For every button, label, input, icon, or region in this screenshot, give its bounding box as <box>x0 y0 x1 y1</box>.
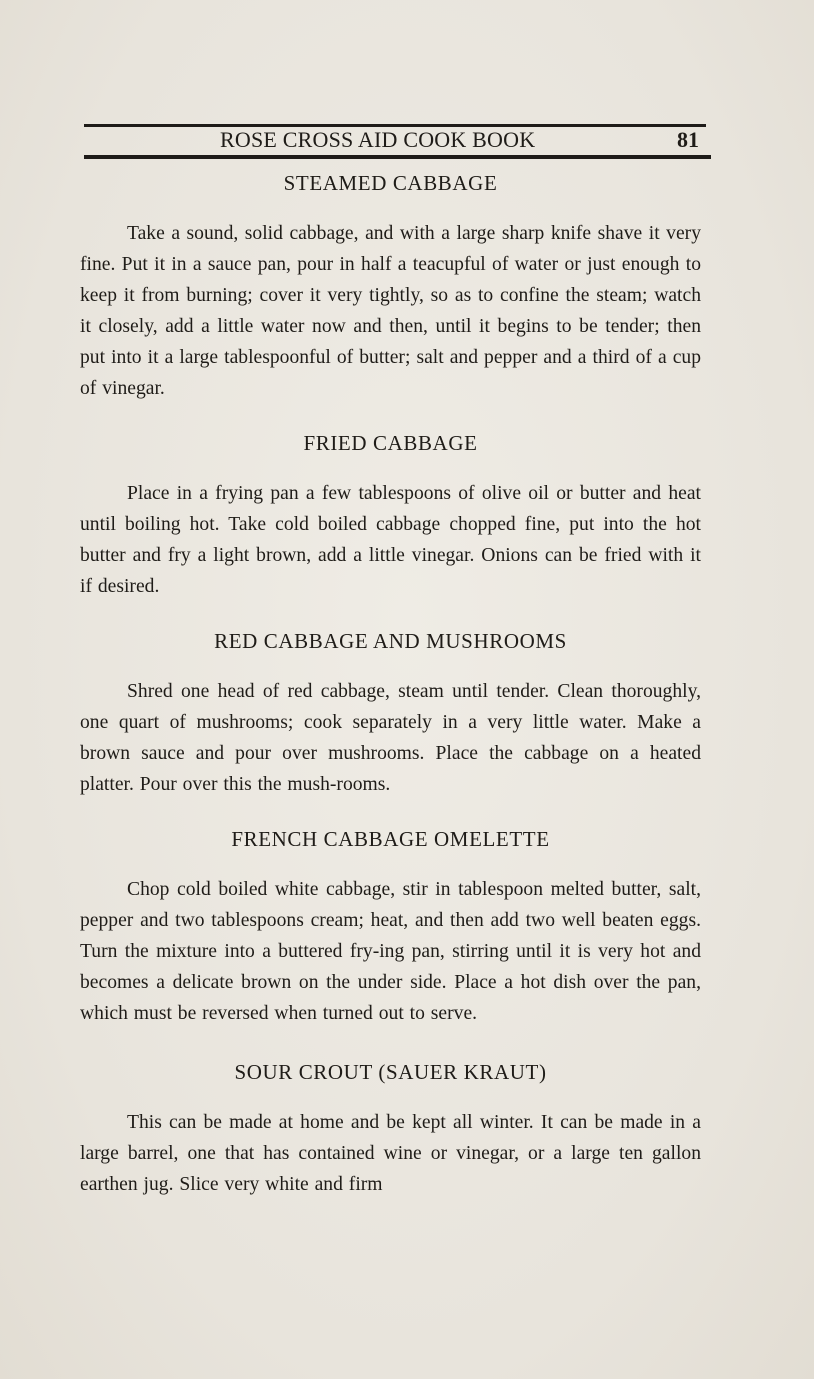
recipe-title: FRENCH CABBAGE OMELETTE <box>231 827 550 851</box>
recipe-body: Chop cold boiled white cabbage, stir in tablespoon melted butter, salt, pepper and two tablespoons cream; heat, and then add two well beaten eggs. Turn the mixture into a buttered fry-ing pan, stirring until it is very hot and becomes a delicate brown on the under side. Place a hot dish over the pan, which must be reversed when turned out to serve. <box>80 879 701 1024</box>
page-number: 81 <box>677 127 699 152</box>
recipe-title: RED CABBAGE AND MUSHROOMS <box>214 629 567 653</box>
running-header <box>84 122 711 162</box>
recipe-title: SOUR CROUT (SAUER KRAUT) <box>234 1060 547 1084</box>
recipe-fried-cabbage <box>80 428 701 602</box>
recipe-sour-crout <box>80 1057 701 1200</box>
recipe-body: Shred one head of red cabbage, steam until tender. Clean thoroughly, one quart of mushrooms; cook separately in a very little water. Make a brown sauce and pour over mushrooms. Place the cabbage on a heated platter. Pour over this the mush-rooms. <box>80 681 701 795</box>
recipe-body: Place in a frying pan a few tablespoons of olive oil or butter and heat until boiling hot. Take cold boiled cabbage chopped fine, put into the hot butter and fry a light brown, add a little vinegar. Onions can be fried with it if desired. <box>80 483 701 597</box>
recipe-body: Take a sound, solid cabbage, and with a large sharp knife shave it very fine. Put it in a sauce pan, pour in half a teacupful of water or just enough to keep it from burning; cover it very tightly, so as to confine the steam; watch it closely, add a little water now and then, until it begins to be tender; then put into it a large tablespoonful of butter; salt and pepper and a third of a cup of vinegar. <box>80 223 701 399</box>
page-content <box>80 168 701 1200</box>
recipe-french-cabbage-omelette <box>80 824 701 1029</box>
running-title: ROSE CROSS AID COOK BOOK <box>220 127 536 152</box>
recipe-title: FRIED CABBAGE <box>303 431 478 455</box>
recipe-red-cabbage-and-mushrooms <box>80 626 701 800</box>
recipe-steamed-cabbage <box>80 168 701 404</box>
header-rule-bottom <box>84 155 711 159</box>
recipe-body: This can be made at home and be kept all winter. It can be made in a large barrel, one that has contained wine or vinegar, or a large ten gallon earthen jug. Slice very white and firm <box>80 1112 701 1195</box>
recipe-title: STEAMED CABBAGE <box>283 171 498 195</box>
